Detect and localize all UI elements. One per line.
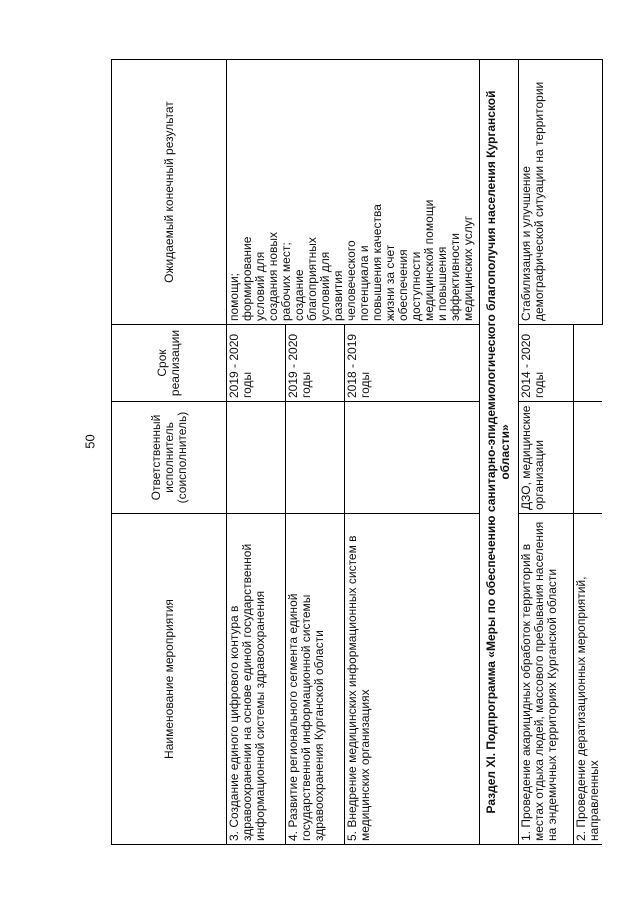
row-4-event: 4. Развитие регионального сегмента единой государственной информационной системы здравоохранения Курганской области <box>286 514 345 845</box>
result-line: жизни за счет <box>383 244 397 321</box>
section-row-1-executor: ДЗО, медицинские организации <box>519 402 574 514</box>
table-header-row <box>112 60 227 845</box>
section-row-2-term <box>574 325 603 402</box>
result-continued-cell <box>227 60 480 325</box>
section-row-2-executor <box>574 402 603 514</box>
row-3-executor <box>227 402 286 514</box>
section-row-2-event: 2. Проведение дератизационных мероприятий, направленных <box>574 514 603 845</box>
result-line: и повышения <box>435 246 449 321</box>
result-line: создание <box>292 269 306 321</box>
result-line: развития <box>331 270 345 321</box>
section-title: Раздел XI. Подпрограмма «Меры по обеспечению санитарно-эпидемиологического благополучия населения Курганской области» <box>480 60 519 845</box>
result-line: медицинской помощи <box>422 199 436 321</box>
result-line: благоприятных <box>305 237 319 321</box>
row-3-term: 2019 - 2020 годы <box>227 325 286 402</box>
result-line: формирование <box>240 236 254 321</box>
header-result: Ожидаемый конечный результат <box>112 60 227 325</box>
row-3-event: 3. Создание единого цифрового контура в здравоохранении на основе единой государственной информационной системы здравоохранения <box>227 514 286 845</box>
result-line: условий для <box>253 251 267 321</box>
result-line: рабочих мест; <box>279 242 293 321</box>
rotated-page-content <box>111 60 609 845</box>
result-line: медицинских услуг <box>461 215 475 321</box>
row-5-event: 5. Внедрение медицинских информационных систем в медицинских организациях <box>345 514 480 845</box>
result-line: помощи; <box>227 272 241 321</box>
result-line: условий для <box>318 251 332 321</box>
result-line: потенциала и <box>357 245 371 321</box>
row-5-term: 2018 - 2019 годы <box>345 325 480 402</box>
header-event: Наименование мероприятия <box>112 514 227 845</box>
result-line: обеспечения <box>396 249 410 321</box>
section-row-1-result: Стабилизация и улучшение демографической ситуации на территории <box>519 60 603 325</box>
result-line: создания новых <box>266 231 280 321</box>
section-row-1-term: 2014 - 2020 годы <box>519 325 574 402</box>
result-line: повышения качества <box>370 204 384 321</box>
result-line: эффективности <box>448 232 462 321</box>
section-row-1-event: 1. Проведение акарицидных обработок территорий в местах отдыха людей, массового пребывания населения на эндемичных территориях Курганской области <box>519 514 574 845</box>
row-4-term: 2019 - 2020 годы <box>286 325 345 402</box>
header-term: Срок реализации <box>112 325 227 402</box>
page-number: 50 <box>82 434 98 449</box>
table-row <box>227 60 286 845</box>
header-executor: Ответственный исполнитель (соисполнитель) <box>112 402 227 514</box>
row-4-executor <box>286 402 345 514</box>
result-line: человеческого <box>344 240 358 321</box>
table-row <box>519 60 574 845</box>
measures-table <box>111 59 603 845</box>
section-heading-row <box>480 60 519 845</box>
result-line: доступности <box>409 251 423 321</box>
row-5-executor <box>345 402 480 514</box>
